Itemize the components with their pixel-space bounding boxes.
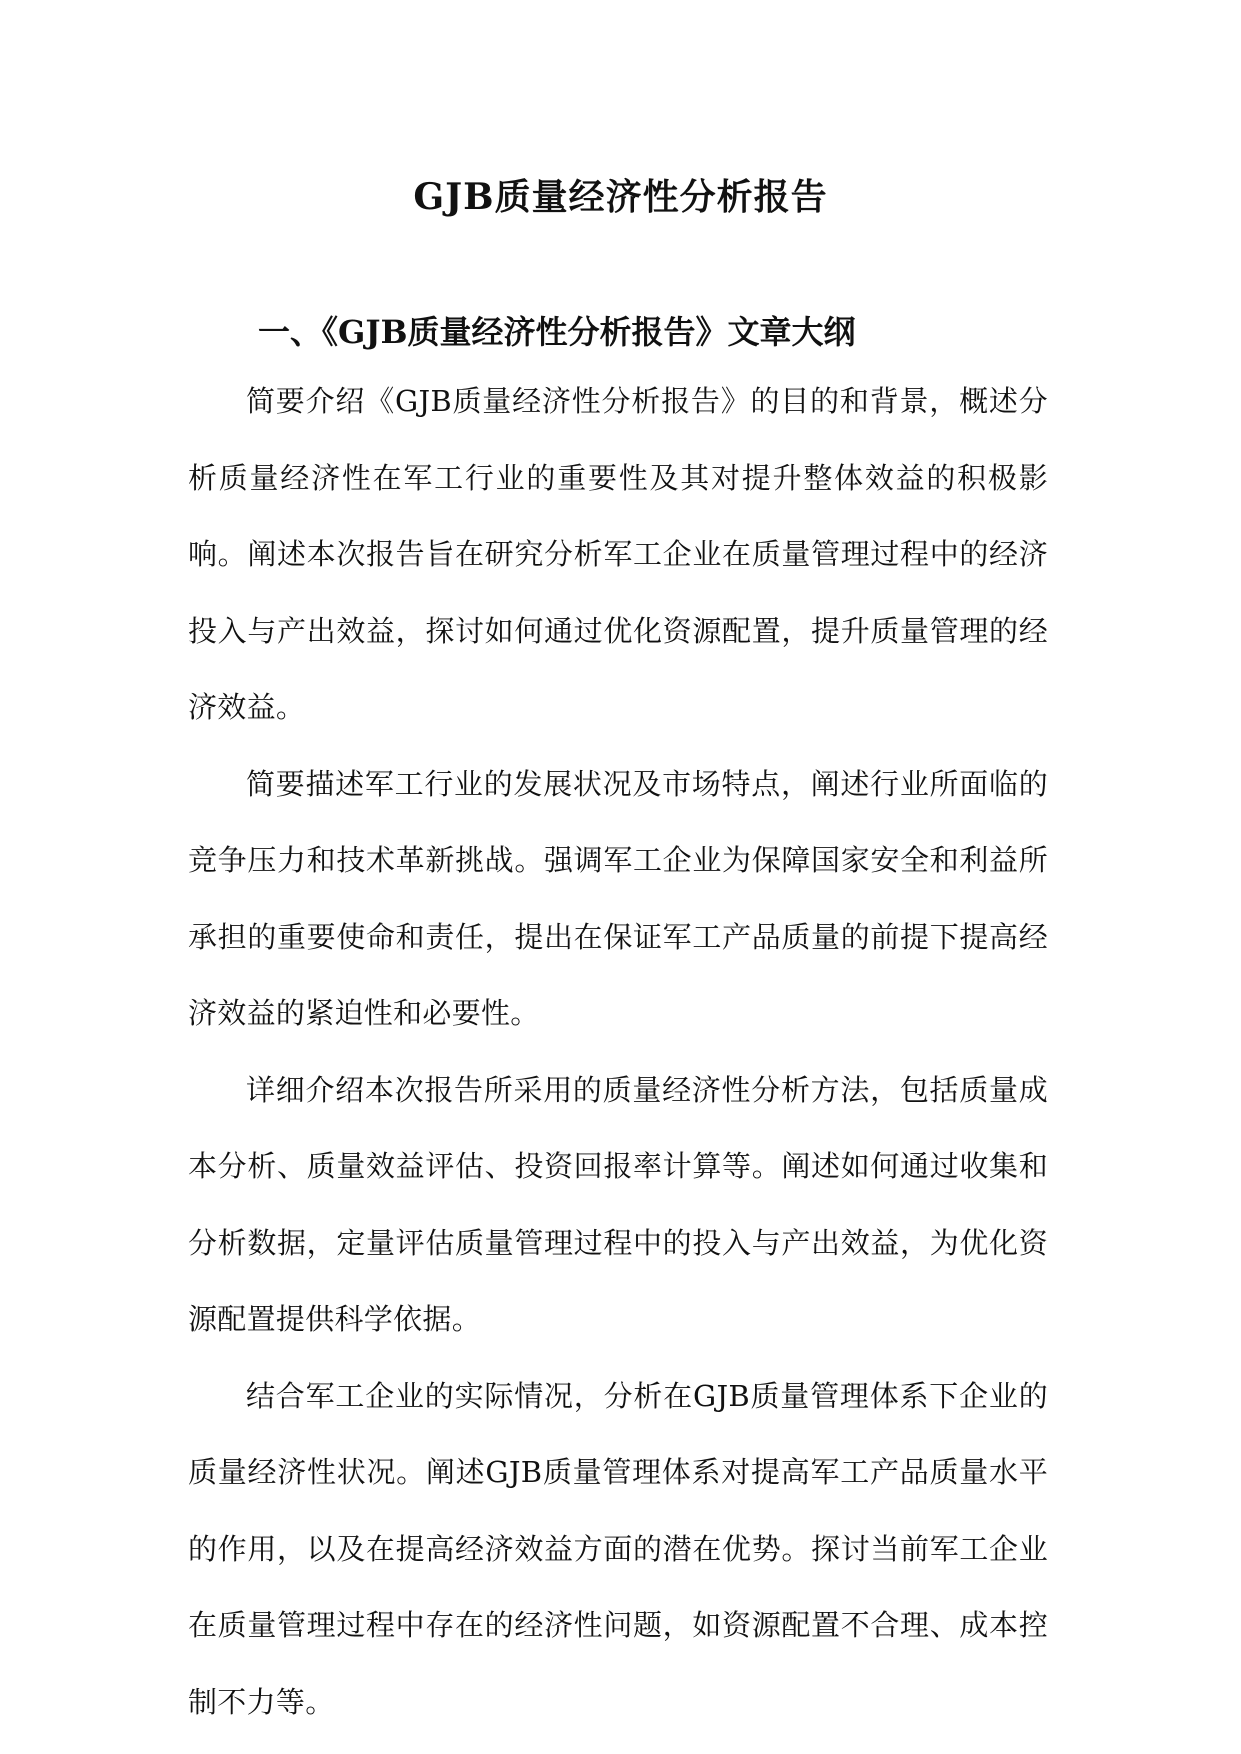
document-body — [188, 363, 1048, 1740]
paragraph-gjb-quality-system: 结合军工企业的实际情况，分析在GJB质量管理体系下企业的质量经济性状况。阐述GJB质量管理体系对提高军工产品质量水平的作用，以及在提高经济效益方面的潜在优势。探讨当前军工企业在质量管理过程中存在的经济性问题，如资源配置不合理、成本控制不力等。 — [188, 1378, 1048, 1719]
document-title: GJB质量经济性分析报告 — [413, 176, 828, 219]
paragraph-industry-status: 简要描述军工行业的发展状况及市场特点，阐述行业所面临的竞争压力和技术革新挑战。强调军工企业为保障国家安全和利益所承担的重要使命和责任，提出在保证军工产品质量的前提下提高经济效益的紧迫性和必要性。 — [188, 766, 1048, 1030]
paragraph-purpose-background: 简要介绍《GJB质量经济性分析报告》的目的和背景，概述分析质量经济性在军工行业的重要性及其对提升整体效益的积极影响。阐述本次报告旨在研究分析军工企业在质量管理过程中的经济投入与产出效益，探讨如何通过优化资源配置，提升质量管理的经济效益。 — [188, 384, 1048, 724]
paragraph-analysis-methods: 详细介绍本次报告所采用的质量经济性分析方法，包括质量成本分析、质量效益评估、投资回报率计算等。阐述如何通过收集和分析数据，定量评估质量管理过程中的投入与产出效益，为优化资源配置提供科学依据。 — [188, 1072, 1048, 1336]
section-heading: 一、《GJB质量经济性分析报告》文章大纲 — [258, 312, 856, 351]
